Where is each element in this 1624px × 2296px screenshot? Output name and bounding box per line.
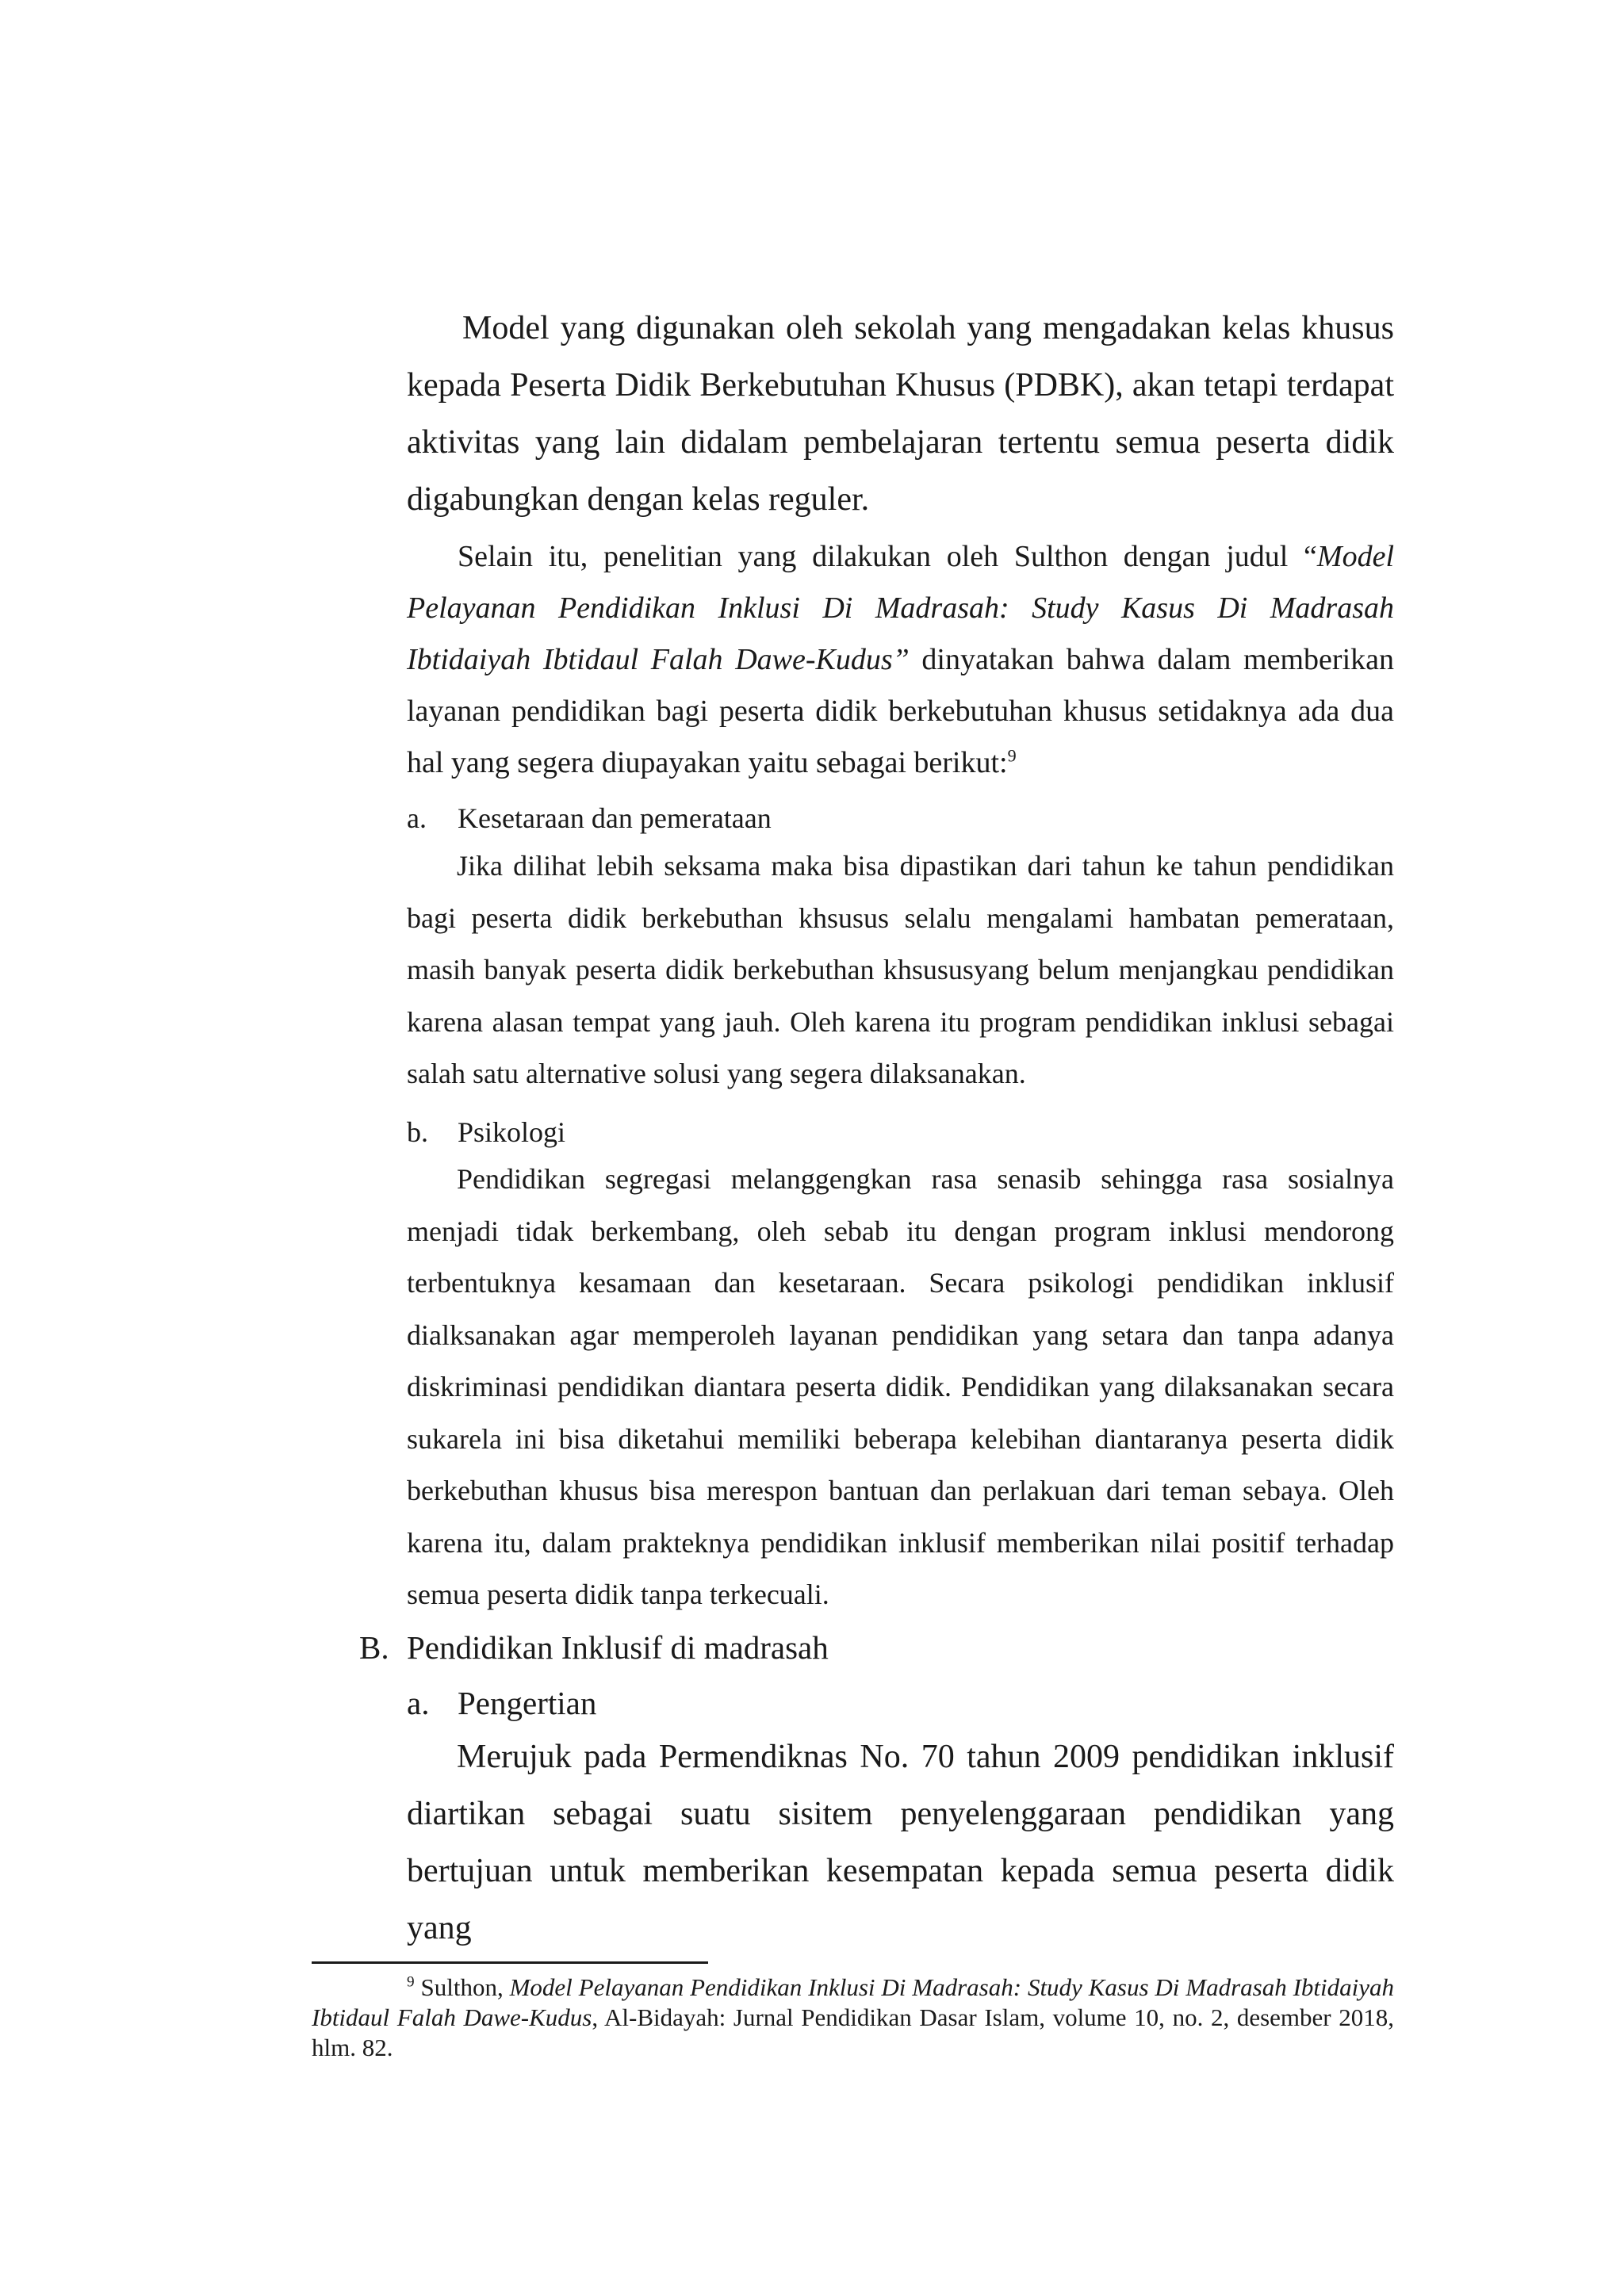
section-marker: B. bbox=[359, 1629, 389, 1666]
paragraph-2-intro: Selain itu, penelitian yang dilakukan oleh Sulthon dengan judul “ bbox=[458, 540, 1317, 573]
paragraph-kesetaraan: Jika dilihat lebih seksama maka bisa dipastikan dari tahun ke tahun pendidikan bagi peserta didik berkebuthan khsusus selalu mengalami hambatan pemerataan, masih banyak peserta didik berkebuthan khsususyang belum menjangkau pendidikan karena alasan tempat yang jauh. Oleh karena itu program pendidikan inklusi sebagai salah satu alternative solusi yang segera dilaksanakan. bbox=[407, 850, 1394, 1089]
paragraph-psikologi: Pendidikan segregasi melanggengkan rasa senasib sehingga rasa sosialnya menjadi tidak berkembang, oleh sebab itu dengan program inklusi mendorong terbentuknya kesamaan dan kesetaraan. Secara psikologi pendidikan inklusif dialksanakan agar memperoleh layanan pendidikan yang setara dan tanpa adanya diskriminasi pendidikan diantara peserta didik. Pendidikan yang dilaksanakan secara sukarela ini bisa diketahui memiliki beberapa kelebihan diantaranya peserta didik berkebuthan khusus bisa merespon bantuan dan perlakuan dari teman sebaya. Oleh karena itu, dalam prakteknya pendidikan inklusif memberikan nilai positif terhadap semua peserta didik tanpa terkecuali. bbox=[407, 1163, 1394, 1610]
list-item-kesetaraan bbox=[407, 793, 772, 844]
paragraph-model-kelas-khusus: Model yang digunakan oleh sekolah yang mengadakan kelas khusus kepada Peserta Didik Berkebutuhan Khusus (PDBK), akan tetapi terdapat aktivitas yang lain didalam pembelajaran tertentu semua peserta didik digabungkan dengan kelas reguler. bbox=[407, 310, 1394, 518]
subsection-heading-pengertian bbox=[407, 1677, 596, 1729]
footnote-reference[interactable]: 9 bbox=[1007, 745, 1017, 766]
section-title: Pendidikan Inklusif di madrasah bbox=[407, 1629, 829, 1666]
subsection-title: Pengertian bbox=[458, 1685, 597, 1721]
cited-title: Model Pelayanan Pendidikan Inklusi Di Madrasah: Study Kasus Di Madrasah Ibtidaiyah Ibtidaul Falah Dawe-Kudus” bbox=[407, 540, 1394, 676]
list-item-psikologi bbox=[407, 1107, 565, 1158]
section-heading-b bbox=[359, 1621, 829, 1674]
paragraph-pengertian: Merujuk pada Permendiknas No. 70 tahun 2009 pendidikan inklusif diartikan sebagai suatu sisitem penyelenggaraan pendidikan yang bertujuan untuk memberikan kesempatan kepada semua peserta didik yang bbox=[407, 1739, 1394, 1946]
footnote-number: 9 bbox=[407, 1973, 415, 1991]
footnote-separator bbox=[312, 1961, 708, 1964]
footnote-9 bbox=[312, 1973, 1394, 2063]
list-item-heading: Psikologi bbox=[458, 1116, 566, 1148]
footnote-author: Sulthon, bbox=[414, 1973, 510, 2001]
list-marker: a. bbox=[407, 1685, 430, 1721]
footnote-publication: , Al-Bidayah: Jurnal Pendidikan Dasar Islam, volume 10, no. 2, desember 2018, hlm. 82. bbox=[312, 2003, 1394, 2061]
list-marker: a. bbox=[407, 802, 427, 834]
paragraph-2-continuation: dinyatakan bahwa dalam memberikan layanan pendidikan bagi peserta didik berkebutuhan khusus setidaknya ada dua hal yang segera diupayakan yaitu sebagai berikut: bbox=[407, 643, 1394, 779]
list-marker: b. bbox=[407, 1116, 428, 1148]
list-item-heading: Kesetaraan dan pemerataan bbox=[458, 802, 772, 834]
footnote-title: Model Pelayanan Pendidikan Inklusi Di Madrasah: Study Kasus Di Madrasah Ibtidaiyah Ibtidaul Falah Dawe-Kudus bbox=[312, 1973, 1395, 2031]
paragraph-penelitian-sulthon bbox=[407, 531, 1394, 789]
